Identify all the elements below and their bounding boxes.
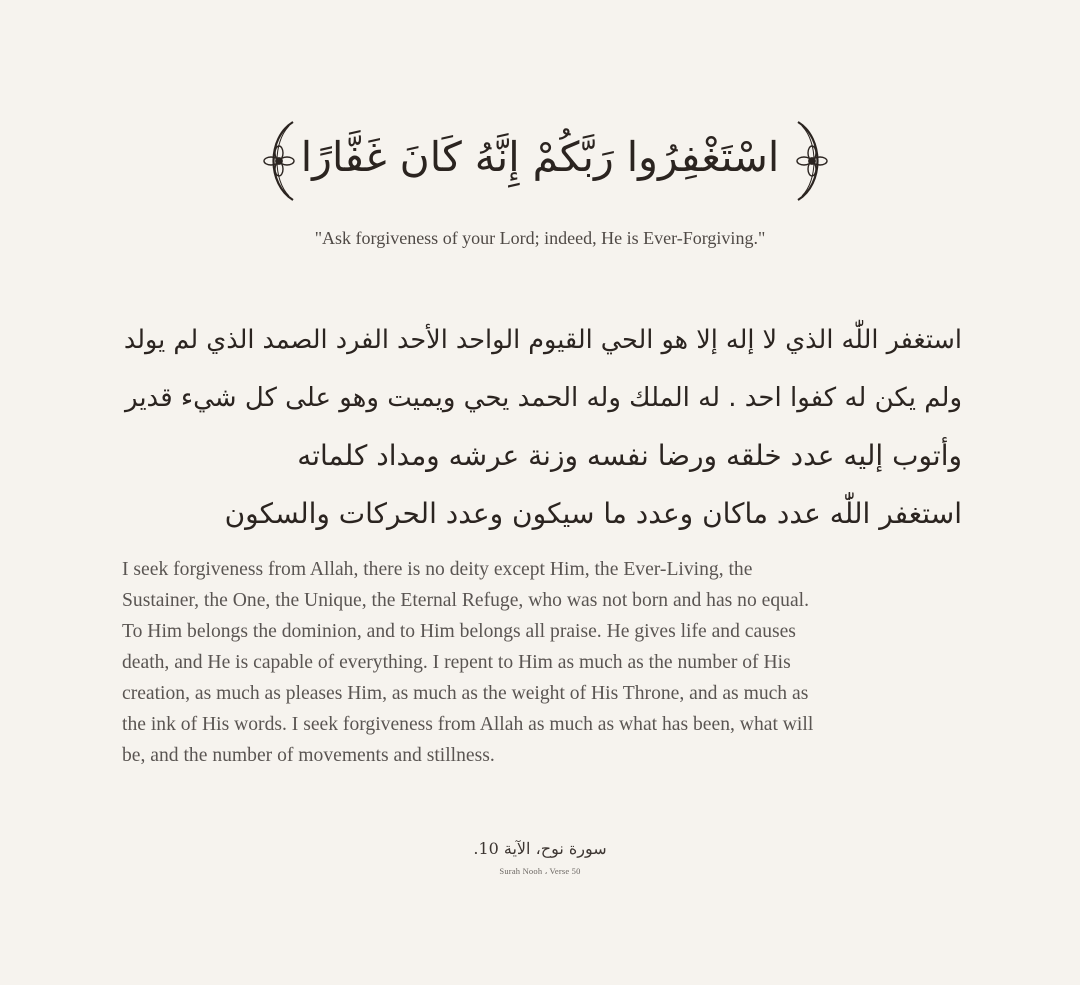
verse-arabic: اسْتَغْفِرُوا رَبَّكُمْ إِنَّهُ كَانَ غَفَّارًا: [300, 133, 780, 181]
verse-header: [0, 112, 1080, 212]
source-english: Surah Nooh ، Verse 50: [499, 866, 581, 876]
dua-translation-line: I seek forgiveness from Allah, there is no deity except Him, the Ever-Living, the: [122, 559, 753, 580]
dua-translation-line: death, and He is capable of everything. I repent to Him as much as the number of His: [122, 652, 791, 673]
dua-translation: [122, 554, 942, 771]
dua-arabic-line: وأتوب إليه عدد خلقه ورضا نفسه وزنة عرشه ومداد كلماته: [297, 439, 962, 472]
floral-ornament-icon: [778, 118, 838, 204]
dua-arabic-line: استغفر اللّٰه عدد ماكان وعدد ما سيكون وعدد الحركات والسكون: [224, 496, 962, 530]
source-reference: [0, 836, 1080, 877]
dua-translation-line: creation, as much as pleases Him, as much as the weight of His Throne, and as much as: [122, 683, 809, 704]
source-arabic: سورة نوح، الآية 10.: [473, 839, 607, 858]
dua-arabic-line: استغفر اللّٰه الذي لا إله إلا هو الحي القيوم الواحد الأحد الفرد الصمد الذي لم يولد: [123, 325, 962, 355]
dua-arabic: [120, 312, 962, 542]
dua-translation-line: To Him belongs the dominion, and to Him belongs all praise. He gives life and causes: [122, 621, 796, 642]
verse-translation: "Ask forgiveness of your Lord; indeed, He is Ever-Forgiving.": [314, 228, 766, 248]
dua-translation-line: be, and the number of movements and stillness.: [122, 745, 495, 766]
dua-arabic-line: ولم يكن له كفوا احد . له الملك وله الحمد يحي ويميت وهو على كل شيء قدير: [124, 382, 962, 413]
dua-translation-line: Sustainer, the One, the Unique, the Eternal Refuge, who was not born and has no equal.: [122, 590, 809, 611]
dua-translation-line: the ink of His words. I seek forgiveness from Allah as much as what has been, what will: [122, 714, 814, 735]
